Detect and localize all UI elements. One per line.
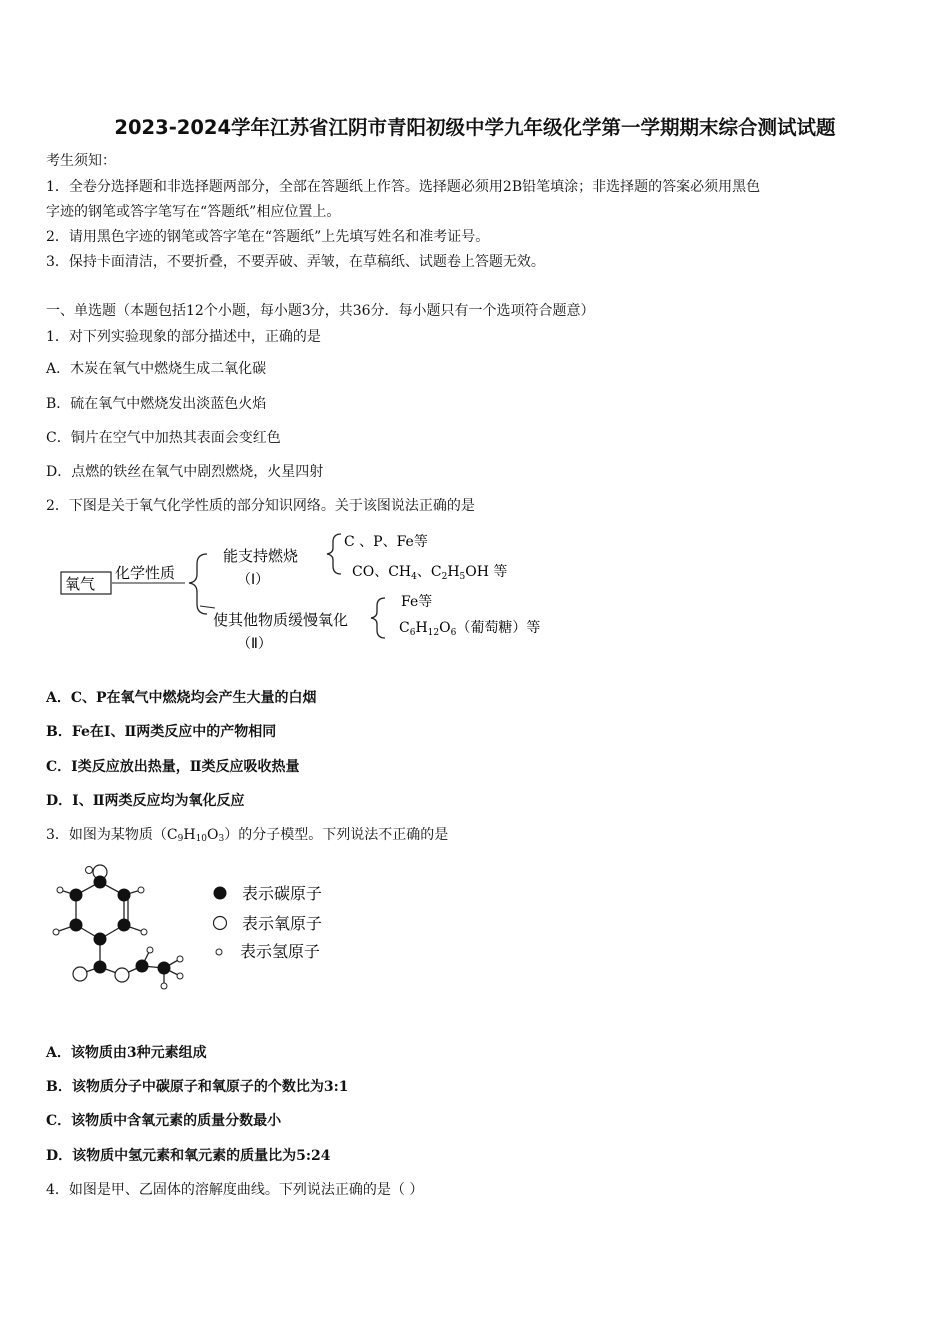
oxygen-legend-icon — [214, 917, 227, 930]
root-label: 氧气 — [65, 575, 96, 593]
oxygen-knowledge-network-diagram — [55, 528, 575, 658]
q2-option-d: D．Ⅰ、Ⅱ两类反应均为氧化反应 — [46, 793, 245, 809]
q1-option-a: A．木炭在氧气中燃烧生成二氧化碳 — [46, 361, 267, 377]
carbon-legend-label: 表示碳原子 — [242, 884, 323, 903]
q3-option-b: B．该物质分子中碳原子和氧原子的个数比为3:1 — [46, 1079, 349, 1095]
oxygen-legend-label: 表示氧原子 — [242, 914, 323, 933]
question-2-stem: 2．下图是关于氧气化学性质的部分知识网络。关于该图说法正确的是 — [46, 498, 475, 514]
q2-option-b: B．Fe在Ⅰ、Ⅱ两类反应中的产物相同 — [46, 724, 277, 740]
q3-option-d: D．该物质中氢元素和氧元素的质量比为5:24 — [46, 1148, 331, 1164]
branch-2-mark: （Ⅱ） — [237, 636, 272, 652]
brace-2 — [371, 598, 385, 638]
carbon-legend-icon — [214, 887, 227, 900]
q2-option-a: A．C、P在氧气中燃烧均会产生大量的白烟 — [46, 690, 317, 706]
q1-option-c: C．铜片在空气中加热其表面会变红色 — [46, 430, 281, 446]
main-brace — [189, 554, 207, 614]
question-1-stem: 1．对下列实验现象的部分描述中，正确的是 — [46, 329, 321, 345]
branch-2-label: 使其他物质缓慢氧化 — [213, 611, 349, 629]
notice-item: 2．请用黑色字迹的钢笔或答字笔在“答题纸”上先填写姓名和准考证号。 — [46, 229, 490, 245]
molecule-model-diagram — [40, 860, 360, 1000]
brace-1 — [327, 534, 341, 574]
q1-option-d: D．点燃的铁丝在氧气中剧烈燃烧，火星四射 — [46, 464, 324, 480]
question-3-stem: 3．如图为某物质$(C_9H_{10}O_3)$的分子模型。下列说法不正确的是 — [46, 827, 449, 844]
branch-1-item-2: CO、$CH_4$、$C_2H_5OH$ 等 — [352, 564, 508, 582]
notice-item: 字迹的钢笔或答字笔写在“答题纸”相应位置上。 — [46, 204, 341, 220]
branch-1-label: 能支持燃烧 — [223, 547, 299, 565]
q2-option-c: C．Ⅰ类反应放出热量，Ⅱ类反应吸收热量 — [46, 759, 300, 775]
q1-option-b: B．硫在氧气中燃烧发出淡蓝色火焰 — [46, 396, 267, 412]
relation-label: 化学性质 — [115, 564, 176, 582]
q3-option-a: A．该物质由3种元素组成 — [46, 1045, 207, 1061]
notice-item: 3．保持卡面清洁，不要折叠，不要弄破、弄皱，在草稿纸、试题卷上答题无效。 — [46, 254, 545, 270]
branch-1-mark: （Ⅰ） — [237, 572, 270, 588]
branch-2-item-2: $C_6H_{12}O_6$（葡萄糖）等 — [399, 620, 541, 638]
exam-title: 2023-2024学年江苏省江阴市青阳初级中学九年级化学第一学期期末综合测试试题 — [114, 116, 836, 139]
branch-2-item-1: Fe等 — [401, 594, 433, 610]
notice-item: 1．全卷分选择题和非选择题两部分，全部在答题纸上作答。选择题必须用2B铅笔填涂；非选择题的答案必须用黑色 — [46, 179, 761, 195]
branch-1-item-1: C 、P、Fe等 — [344, 534, 428, 550]
hydrogen-legend-icon — [216, 949, 222, 955]
section-heading: 一、单选题（本题包括12个小题，每小题3分，共36分．每小题只有一个选项符合题意） — [46, 303, 595, 319]
q3-option-c: C．该物质中含氧元素的质量分数最小 — [46, 1113, 282, 1129]
hydrogen-legend-label: 表示氢原子 — [240, 942, 321, 961]
question-4-stem: 4．如图是甲、乙固体的溶解度曲线。下列说法正确的是（ ） — [46, 1182, 424, 1198]
notice-heading: 考生须知： — [46, 153, 116, 169]
branch-2-connector — [200, 606, 215, 608]
